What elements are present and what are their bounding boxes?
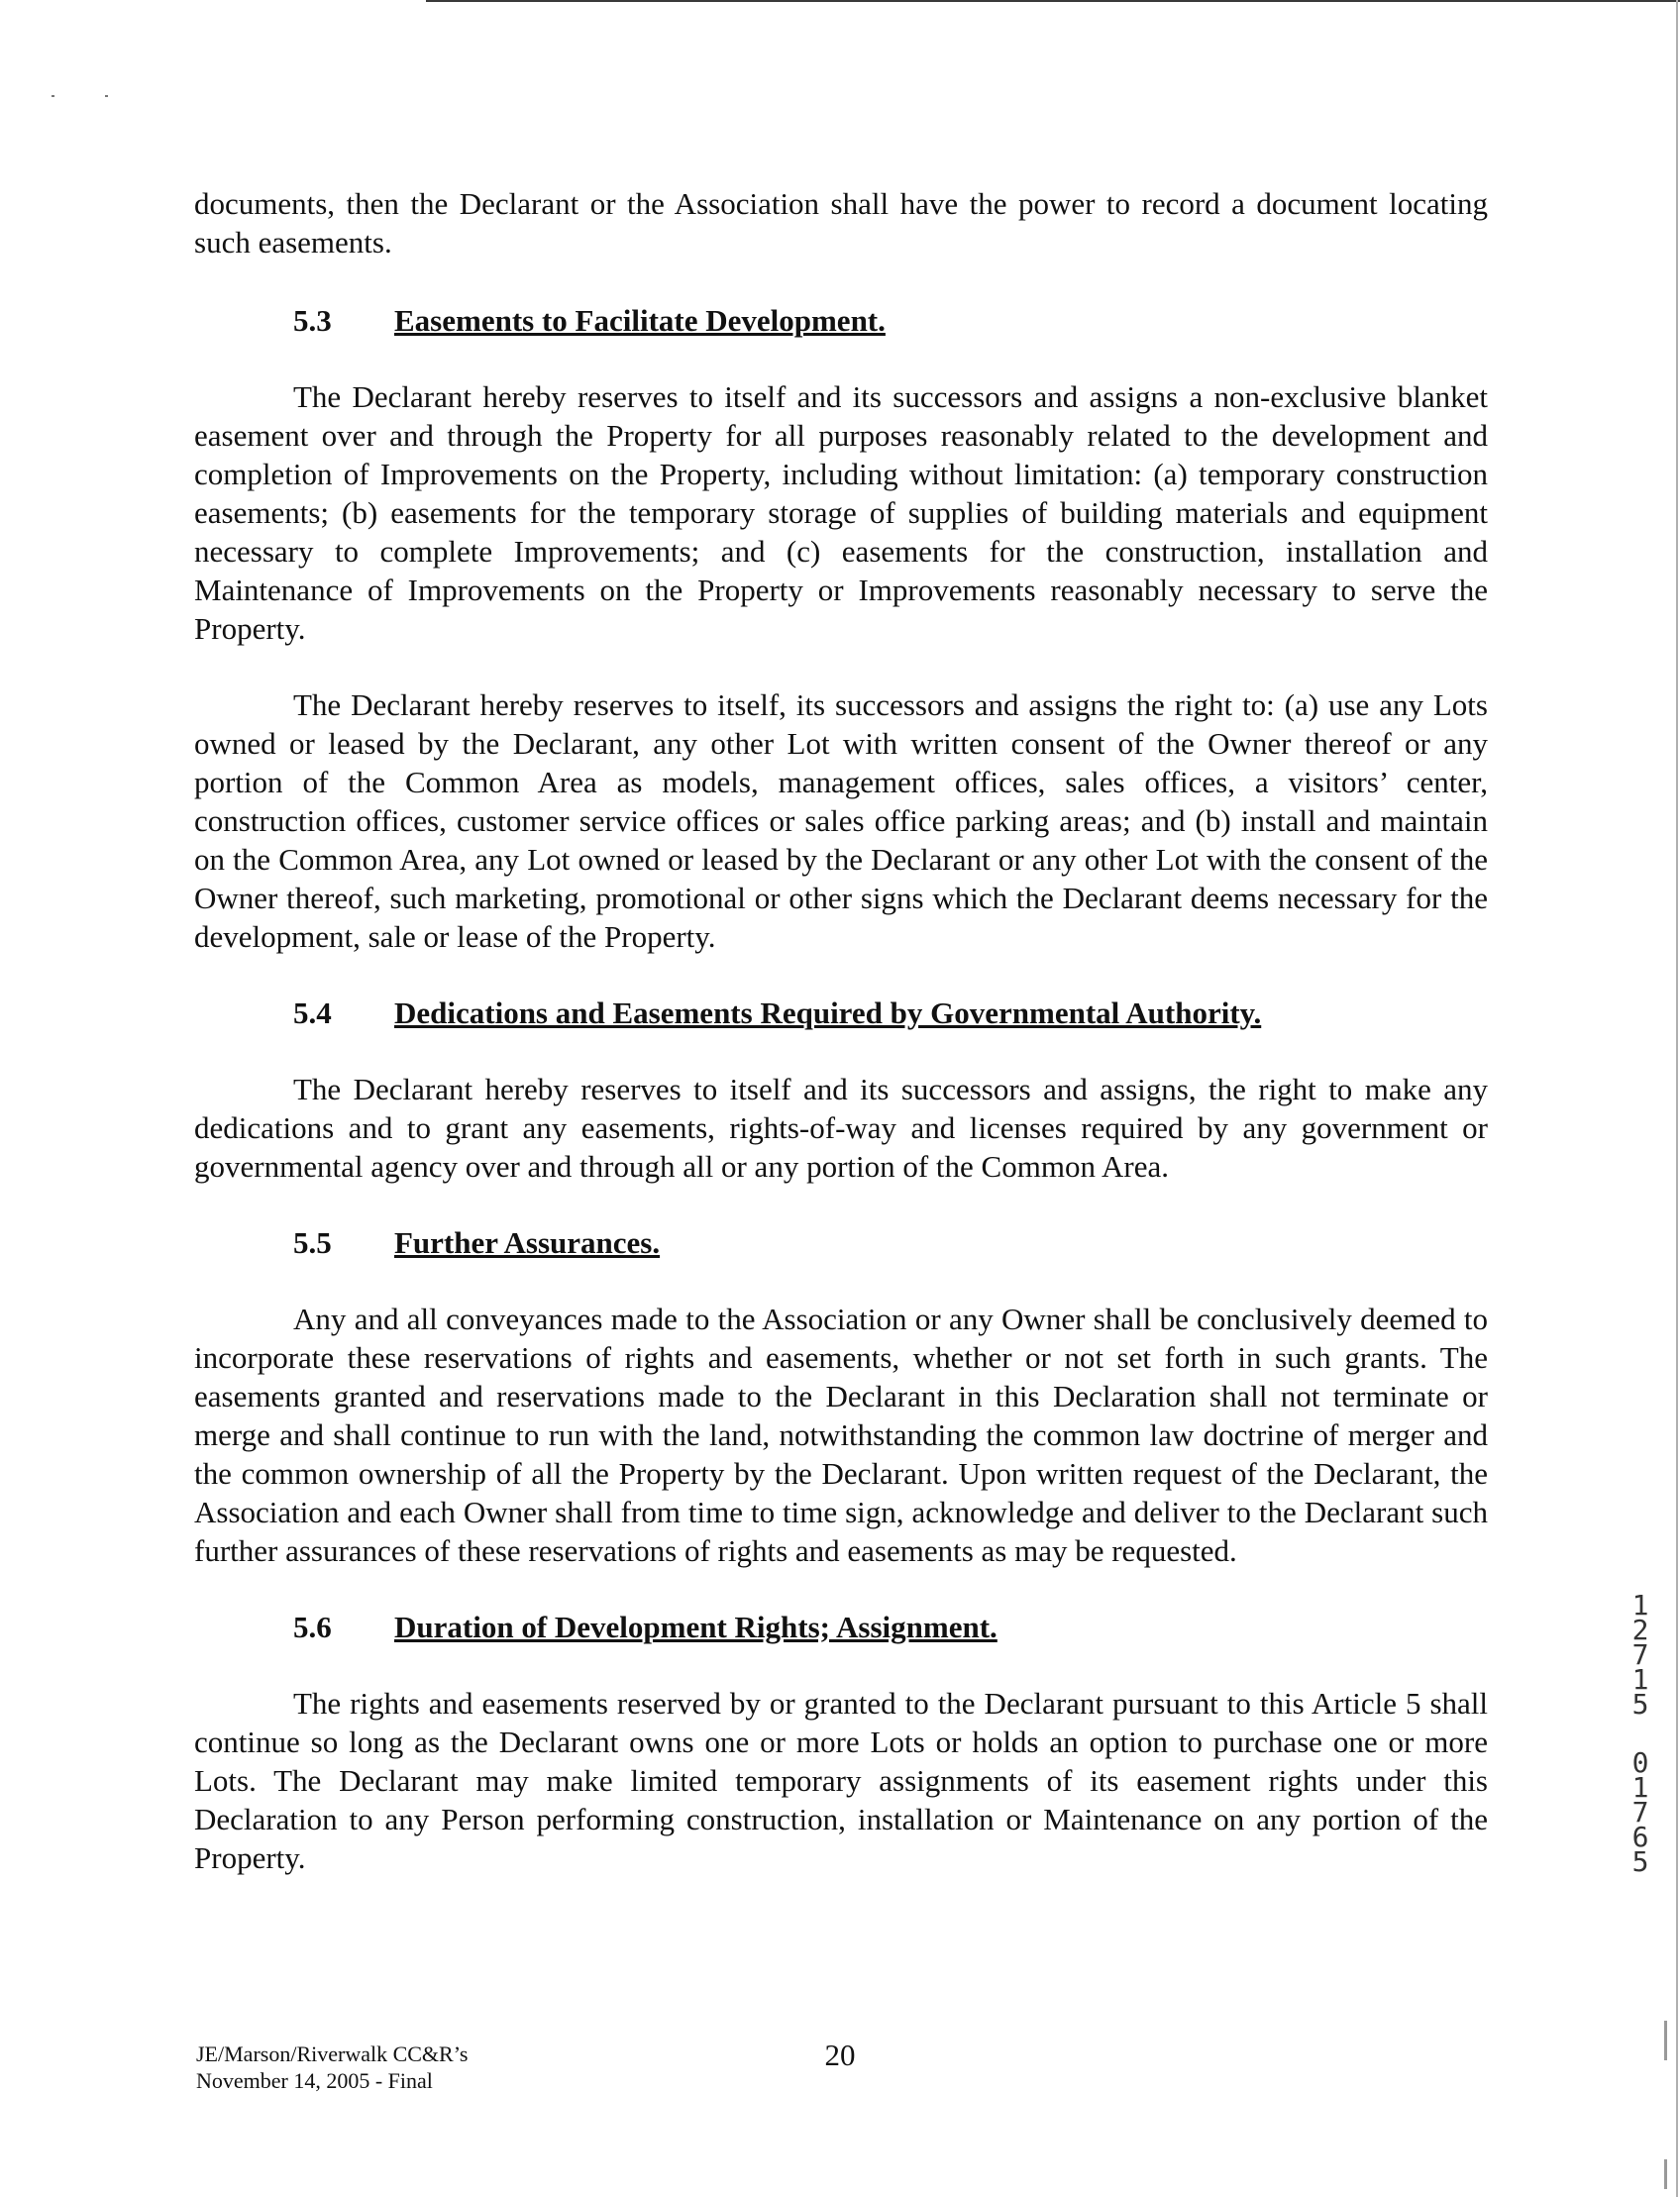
footer [196,2040,468,2094]
intro-paragraph: documents, then the Declarant or the Association shall have the power to record a document locating such easements. [194,186,1488,260]
scan-top-border [426,0,1680,2]
section-number: 5.6 [293,1610,332,1644]
section-title: Further Assurances. [394,1225,661,1260]
scan-edge-mark [1664,2159,1667,2189]
scan-speck [105,95,108,97]
section-title: Easements to Facilitate Development. [394,303,886,338]
footer-doc-id: JE/Marson/Riverwalk CC&R’s [196,2041,469,2066]
section-heading-5-5 [293,1223,1488,1262]
document-body [194,184,1488,1915]
stamp-digit: 2 [1631,1614,1649,1646]
section-paragraph: The rights and easements reserved by or granted to the Declarant pursuant to this Article 5 shall continue so long as the Declarant owns one or more Lots or holds an option to purchase one or more Lots. The Declarant may make limited temporary assignments of its easement rights under this Declaration to any Person performing construction, installation or Maintenance on any portion of the Property. [194,1686,1488,1875]
section-title: Dedications and Easements Required by Governmental Authority. [394,995,1262,1030]
section-number: 5.4 [293,995,332,1030]
section-number: 5.3 [293,303,332,338]
section-heading-5-6 [293,1608,1488,1646]
stamp-digit: 0 [1631,1746,1649,1779]
footer-date: November 14, 2005 - Final [196,2068,433,2093]
section-paragraph: The Declarant hereby reserves to itself and its successors and assigns a non-exclusive blanket easement over and through the Property for all purposes reasonably related to the development and completion of Improvements on the Property, including without limitation: (a) temporary construction easements; (b) easements for the temporary storage of supplies of building materials and equipment necessary to complete Improvements; and (c) easements for the construction, installation and Maintenance of Improvements on the Property or Improvements reasonably necessary to serve the Property. [194,379,1488,646]
section-number: 5.5 [293,1225,332,1260]
section-heading-5-3 [293,301,1488,340]
stamp-gap [1623,1717,1658,1750]
stamp-digit: 7 [1631,1796,1649,1829]
scan-right-border [1676,0,1678,2197]
stamp-digit: 7 [1631,1638,1649,1671]
section-paragraph: The Declarant hereby reserves to itself, its successors and assigns the right to: (a) use any Lots owned or leased by the Declarant, any other Lot with written consent of the Owner thereof or any portion of the Common Area as models, management offices, sales offices, a visitors’ center, construction offices, customer service offices or sales office parking areas; and (b) install and maintain on the Common Area, any Lot owned or leased by the Declarant or any other Lot with the consent of the Owner thereof, such marketing, promotional or other signs which the Declarant deems necessary for the development, sale or lease of the Property. [194,687,1488,954]
stamp-digit: 1 [1631,1771,1649,1804]
recording-stamp [1623,1589,1658,1878]
stamp-digit: 5 [1631,1688,1649,1721]
stamp-digit: 5 [1631,1845,1649,1878]
stamp-digit: 6 [1631,1821,1649,1853]
page-number: 20 [824,2038,856,2072]
section-paragraph: Any and all conveyances made to the Association or any Owner shall be conclusively deemed to incorporate these reservations of rights and easements, whether or not set forth in such grants. The easements granted and reservations made to the Declarant in this Declaration shall not terminate or merge and shall continue to run with the land, notwithstanding the common law doctrine of merger and the common ownership of all the Property by the Declarant. Upon written request of the Declarant, the Association and each Owner shall from time to time sign, acknowledge and deliver to the Declarant such further assurances of these reservations of rights and easements as may be requested. [194,1302,1488,1568]
section-heading-5-4 [293,994,1488,1032]
stamp-digit: 1 [1631,1589,1649,1622]
scan-speck [52,95,54,97]
stamp-digit: 1 [1631,1663,1649,1696]
section-paragraph: The Declarant hereby reserves to itself and its successors and assigns, the right to make any dedications and to grant any easements, rights-of-way and licenses required by any government or governmental agency over and through all or any portion of the Common Area. [194,1072,1488,1184]
section-title: Duration of Development Rights; Assignment. [394,1610,998,1644]
